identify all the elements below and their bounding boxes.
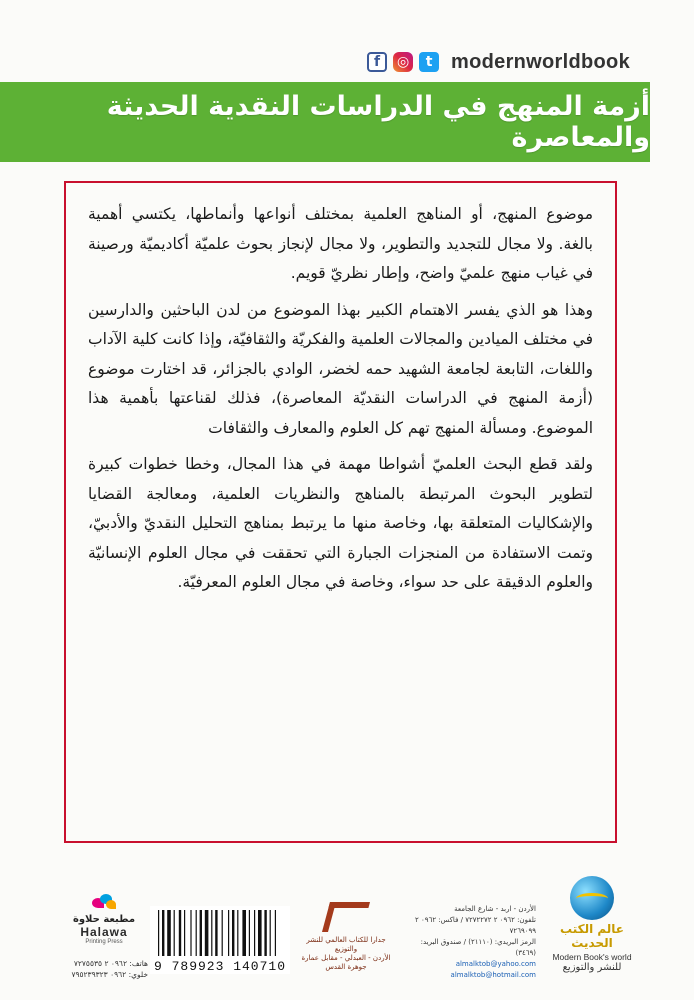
title-band	[0, 82, 650, 162]
printer-name-en: Halawa	[80, 925, 128, 939]
printer-name-ar: مطبعة حلاوة	[72, 914, 136, 925]
facebook-icon[interactable]: f	[367, 52, 387, 72]
blurb-paragraph: موضوع المنهج، أو المناهج العلمية بمختلف أنواعها وأنماطها، يكتسي أهمية بالغة. ولا مجال للتجديد والتطوير، ولا مجال لإنجاز بحوث علميّة أكاديميّة ورصينة في غياب منهج علميّ واضح، وإطار نظريّ قويم.	[88, 205, 593, 282]
barcode-bar	[174, 910, 175, 956]
isbn-number: 9 789923 140710	[153, 959, 287, 974]
publisher-address: الأردن - اربد - شارع الجامعة	[454, 905, 536, 913]
barcode-bar	[200, 910, 202, 956]
imprint-strip	[0, 858, 694, 1000]
barcode-bar	[254, 910, 255, 956]
printer-subtitle: Printing Press	[85, 939, 123, 945]
blurb-box	[64, 181, 617, 843]
printer-phone: هاتف: ٠٩٦٢ ٢ ٧٢٧٥٥٣٥	[73, 959, 148, 968]
publisher-phone: تلفون: ٠٩٦٢ ٢ ٧٢٧٢٢٧٢ / فاكس: ٠٩٦٢ ٢ ٧٢٦٩٠٩٩	[415, 916, 536, 935]
barcode-bar	[222, 910, 223, 956]
barcode-bar	[228, 910, 229, 956]
publisher-email[interactable]: almalktob@hotmail.com	[450, 971, 536, 979]
barcode-bar	[158, 910, 159, 956]
barcode-bar	[196, 910, 197, 956]
printer-contact	[58, 958, 148, 980]
barcode-bar	[205, 910, 209, 956]
social-bar	[367, 47, 630, 77]
barcode-bar	[275, 910, 276, 956]
bird-icon	[90, 892, 118, 914]
globe-icon	[570, 876, 614, 920]
barcode-bar	[167, 910, 171, 956]
publisher-logo	[542, 876, 642, 973]
twitter-icon[interactable]: t	[419, 52, 439, 72]
barcode-bar	[258, 910, 262, 956]
barcode-bar	[215, 910, 217, 956]
barcode-bar	[184, 910, 185, 956]
distributor-logo	[300, 902, 392, 972]
distributor-mark-icon	[322, 902, 370, 932]
blurb-paragraph: ولقد قطع البحث العلميّ أشواطا مهمة في هذا المجال، وخطا خطوات كبيرة لتطوير البحوث المرتبطة بالمناهج والنظريات العلمية، ومعالجة القضايا والإشكاليات المتعلقة بها، وخاصة منها ما يرتبط بمناهج التحليل النقديّ والأدبيّ، وتمت الاستفادة من المنجزات الجبارة التي تحققت في مجال العلوم الإنسانيّة والعلوم الدقيقة على حد سواء، وخاصة في مجال العلوم المعرفيّة.	[88, 455, 593, 591]
isbn-barcode	[150, 906, 290, 974]
printer-logo	[64, 892, 144, 945]
publisher-email[interactable]: almalktob@yahoo.com	[455, 960, 536, 968]
barcode-bar	[211, 910, 212, 956]
social-handle[interactable]: modernworldbook	[451, 50, 630, 73]
distributor-name: جدارا للكتاب العالمي للنشر والتوزيع	[306, 936, 386, 953]
barcode-bar	[270, 910, 271, 956]
distributor-address: الأردن - العبدلي - مقابل عمارة جوهرة القدس	[301, 954, 391, 971]
barcode-bar	[249, 910, 250, 956]
publisher-name-ar: عالم الكتب الحديث	[560, 922, 624, 950]
barcode-bar	[264, 910, 266, 956]
barcode-bar	[190, 910, 191, 956]
publisher-contact	[406, 904, 536, 981]
barcode-bar	[237, 910, 238, 956]
instagram-icon[interactable]: ◎	[393, 52, 413, 72]
publisher-name-en: Modern Book's world	[552, 952, 632, 962]
barcode-bar	[179, 910, 181, 956]
publisher-postal: الرمز البريدي: (٢١١١٠) / صندوق البريد: (٣٤٦٩)	[420, 938, 536, 957]
printer-mobile: خلوي: ٠٩٦٢ ٧٩٥٢٣٩٣٢٣	[71, 970, 148, 979]
book-title: أزمة المنهج في الدراسات النقدية الحديثة والمعاصرة	[106, 91, 650, 153]
barcode-bar	[162, 910, 164, 956]
barcode-bar	[232, 910, 234, 956]
blurb-paragraph: وهذا هو الذي يفسر الاهتمام الكبير بهذا الموضوع من لدن الباحثين والدارسين في مختلف الميادين والمجالات العلمية والفكريّة والثقافيّة، وإذا كانت كلية الآداب واللغات، التابعة لجامعة الشهيد حمه لخضر، الوادي بالجزائر، قد اختارت موضوع (أزمة المنهج في الدراسات النقديّة المعاصرة)، فذلك لقناعتها بأهمية هذا الموضوع. ومسألة المنهج تهم كل العلوم والمعارف والثقافات	[88, 300, 593, 437]
publisher-tagline: للنشر والتوزيع	[562, 962, 622, 973]
barcode-bars	[150, 906, 290, 958]
barcode-bar	[242, 910, 246, 956]
